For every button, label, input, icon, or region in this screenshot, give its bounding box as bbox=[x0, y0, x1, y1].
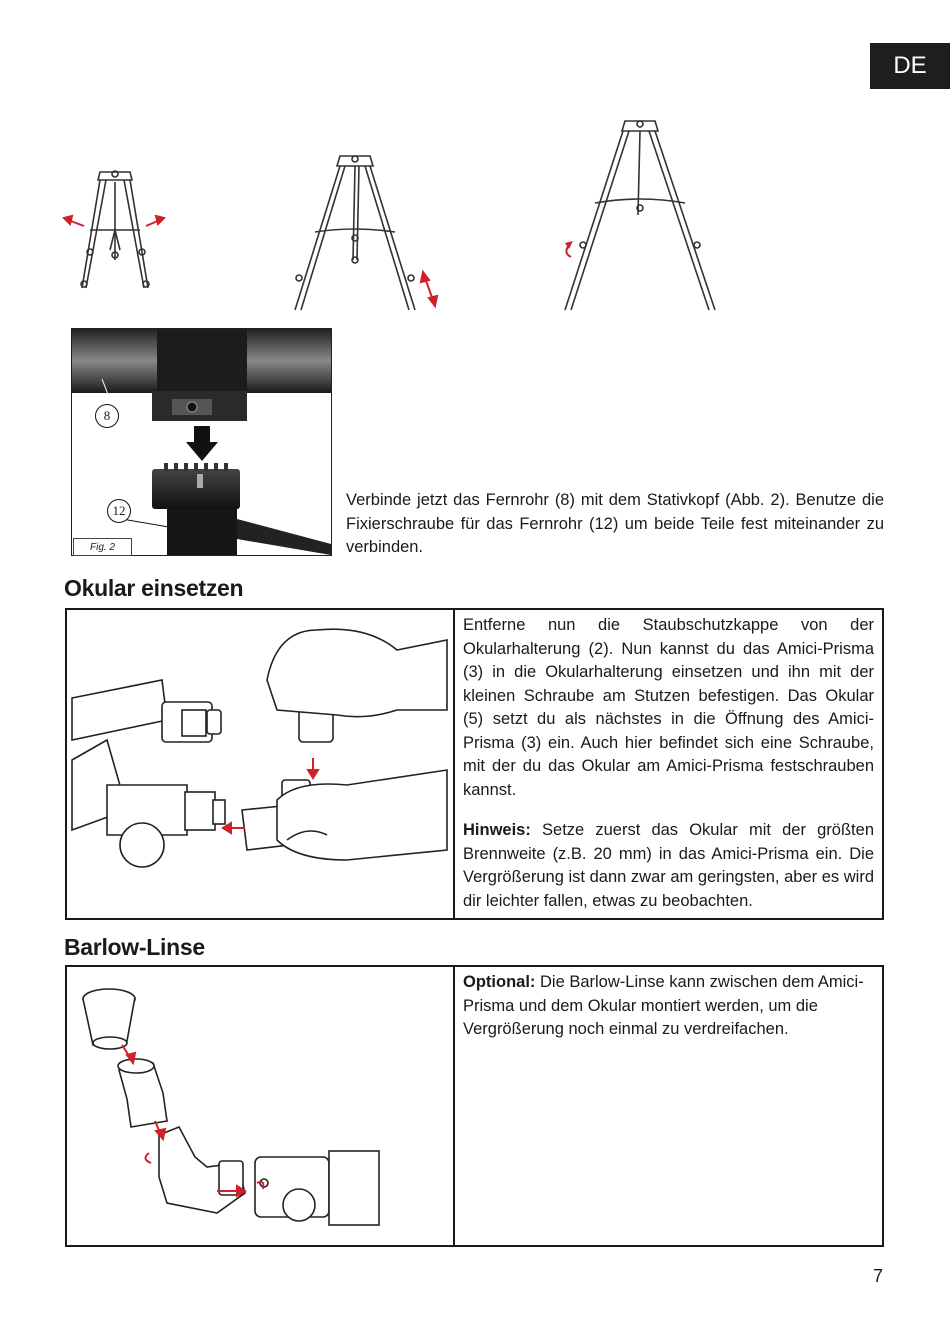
barlow-illustration-cell bbox=[67, 967, 453, 1245]
eyepiece-text-cell bbox=[463, 614, 874, 930]
tripod-extend-illustration bbox=[285, 150, 445, 325]
language-tab: DE bbox=[870, 43, 950, 89]
optional-text: Die Barlow-Linse kann zwischen dem Amici-Prisma und dem Okular montiert werden, um die Vergrößerung noch einmal zu verdreifachen. bbox=[463, 973, 864, 1038]
note-label: Hinweis: bbox=[463, 821, 531, 839]
callout-telescope-8: 8 bbox=[95, 404, 119, 428]
eyepiece-insert-illustration bbox=[67, 610, 453, 918]
heading-barlow: Barlow-Linse bbox=[64, 934, 205, 960]
column-divider bbox=[453, 610, 455, 918]
tripod-lock-illustration bbox=[555, 115, 725, 320]
heading-eyepiece: Okular einsetzen bbox=[64, 575, 244, 601]
tripod-unfold-illustration bbox=[60, 160, 170, 300]
barlow-paragraph bbox=[463, 971, 874, 1042]
barlow-lens-illustration bbox=[67, 967, 453, 1245]
callout-screw-12: 12 bbox=[107, 499, 131, 523]
page-number: 7 bbox=[873, 1266, 884, 1286]
figure-caption: Fig. 2 bbox=[73, 538, 132, 556]
barlow-box bbox=[65, 965, 884, 1247]
note-text: Setze zuerst das Okular mit der größten Brennweite (z.B. 20 mm) in das Amici-Prisma ein. Die Vergrößerung ist dann zwar am geringsten, aber es wird dir leichter fallen, etwas zu beobachten. bbox=[463, 821, 874, 910]
column-divider bbox=[453, 967, 455, 1245]
eyepiece-paragraph: Entferne nun die Staubschutzkappe von der Okularhalterung (2). Nun kannst du das Amici-Prisma (3) in die Okularhalterung einsetzen und ihn mit der kleinen Schraube am Stutzen befestigen. Das Okular (5) setzt du als nächstes in die Öffnung des Amici-Prisma (3) ein. Auch hier befindet sich eine Schraube, mit der du das Okular am Amici-Prisma festschrauben kannst. bbox=[463, 616, 874, 799]
telescope-mount-photo bbox=[71, 328, 332, 556]
eyepiece-illustration-cell bbox=[67, 610, 453, 918]
mount-instructions: Verbinde jetzt das Fernrohr (8) mit dem Stativkopf (Abb. 2). Benutze die Fixierschraube für das Fernrohr (12) um beide Teile fest miteinander zu verbinden. bbox=[346, 491, 884, 556]
eyepiece-note bbox=[463, 819, 874, 913]
barlow-text-cell bbox=[463, 971, 874, 1059]
optional-label: Optional: bbox=[463, 973, 536, 991]
eyepiece-box bbox=[65, 608, 884, 920]
